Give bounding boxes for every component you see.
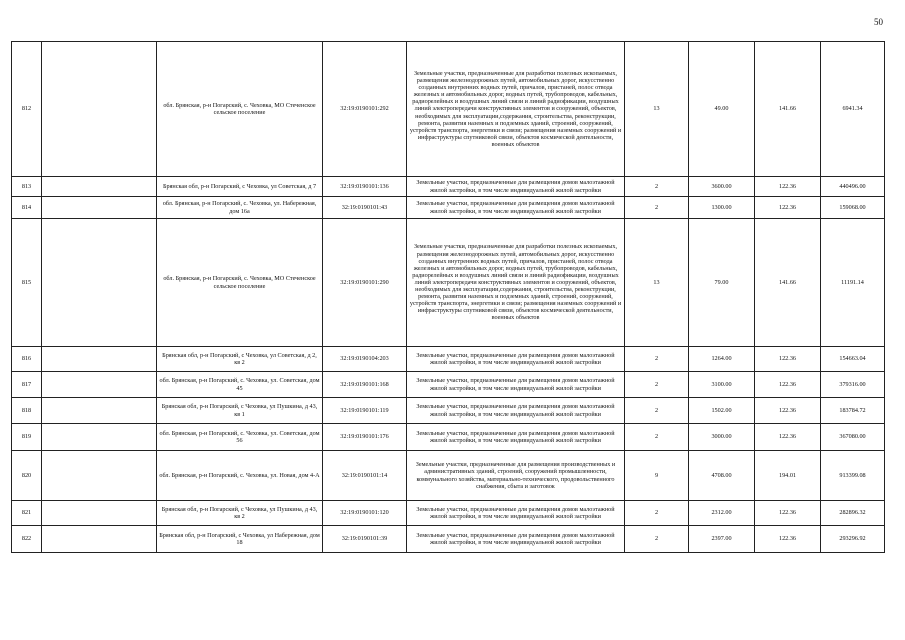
group-cell: 2 — [625, 526, 689, 553]
address-cell: обл. Брянская, р-н Погарский, с. Чеховка, ул. Советская, дом 56 — [157, 424, 323, 451]
purpose-cell: Земельные участки, предназначенные для размещения домов малоэтажной жилой застройки, в том числе индивидуальной жилой застройки — [407, 372, 625, 398]
area-cell: 1300.00 — [689, 197, 755, 219]
cadastral-value-cell: 154663.04 — [821, 347, 885, 372]
cadastral-number-cell: 32:19:0190101:120 — [323, 501, 407, 526]
purpose-cell: Земельные участки, предназначенные для разработки полезных ископаемых, размещения железнодорожных путей, автомобильных дорог, искусственно созданных внутренних водных путей, причалов, пристаней, полос отвода железных и автомобильных дорог, водных путей, трубопроводов, кабельных, радиорелейных и воздушных линий связи и линий радиофикации, воздушных линий электропередачи конструктивных элементов и сооружений, объектов, необходимых для эксплуатации,содержания, строительства, реконструкции, ремонта, развития наземных и подземных зданий, строений, сооружений, устройств транспорта, энергетики и связи; размещения наземных сооружений и инфраструктуры спутниковой связи, объектов космической деятельности, военных объектов — [407, 219, 625, 347]
row-number-cell: 814 — [12, 197, 42, 219]
cadastral-value-cell: 440496.00 — [821, 177, 885, 197]
cadastral-value-cell: 159068.00 — [821, 197, 885, 219]
purpose-cell: Земельные участки, предназначенные для размещения домов малоэтажной жилой застройки, в том числе индивидуальной жилой застройки — [407, 526, 625, 553]
group-cell: 2 — [625, 197, 689, 219]
group-cell: 13 — [625, 219, 689, 347]
purpose-cell: Земельные участки, предназначенные для размещения домов малоэтажной жилой застройки, в том числе индивидуальной жилой застройки — [407, 347, 625, 372]
row-number-cell: 821 — [12, 501, 42, 526]
address-cell: обл. Брянская, р-н Погарский, с. Чеховка, ул. Набережная, дом 16а — [157, 197, 323, 219]
rate-cell: 122.36 — [755, 398, 821, 424]
cadastral-value-cell: 6941.34 — [821, 42, 885, 177]
rate-cell: 122.36 — [755, 501, 821, 526]
table-row — [12, 501, 885, 526]
cadastral-value-cell: 913399.08 — [821, 451, 885, 501]
table-row — [12, 219, 885, 347]
area-cell: 49.00 — [689, 42, 755, 177]
cadastral-value-cell: 293296.92 — [821, 526, 885, 553]
cadastral-number-cell: 32:19:0190101:39 — [323, 526, 407, 553]
cadastral-number-cell: 32:19:0190101:176 — [323, 424, 407, 451]
purpose-cell: Земельные участки, предназначенные для размещения домов малоэтажной жилой застройки, в том числе индивидуальной жилой застройки — [407, 197, 625, 219]
cadastral-number-cell: 32:19:0190101:14 — [323, 451, 407, 501]
address-cell: обл. Брянская, р-н Погарский, с. Чеховка, МО Стеченское сельское поселение — [157, 219, 323, 347]
purpose-cell: Земельные участки, предназначенные для размещения домов малоэтажной жилой застройки, в том числе индивидуальной жилой застройки — [407, 398, 625, 424]
blank-cell — [42, 501, 157, 526]
cadastral-value-cell: 11191.14 — [821, 219, 885, 347]
rate-cell: 122.36 — [755, 347, 821, 372]
address-cell: обл. Брянская, р-н Погарский, с. Чеховка, ул. Новая, дом 4-А — [157, 451, 323, 501]
cadastral-number-cell: 32:19:0190101:168 — [323, 372, 407, 398]
cadastral-number-cell: 32:19:0190101:290 — [323, 219, 407, 347]
table-row — [12, 424, 885, 451]
area-cell: 3000.00 — [689, 424, 755, 451]
row-number-cell: 815 — [12, 219, 42, 347]
cadastral-number-cell: 32:19:0190101:292 — [323, 42, 407, 177]
cadastral-number-cell: 32:19:0190101:43 — [323, 197, 407, 219]
rate-cell: 141.66 — [755, 42, 821, 177]
group-cell: 9 — [625, 451, 689, 501]
blank-cell — [42, 42, 157, 177]
table-row — [12, 398, 885, 424]
area-cell: 79.00 — [689, 219, 755, 347]
cadastral-value-cell: 367080.00 — [821, 424, 885, 451]
address-cell: Брянская обл, р-н Погарский, с Чеховка, ул Пушкина, д 43, кв 2 — [157, 501, 323, 526]
row-number-cell: 819 — [12, 424, 42, 451]
area-cell: 4708.00 — [689, 451, 755, 501]
rate-cell: 141.66 — [755, 219, 821, 347]
cadastral-number-cell: 32:19:0190104:203 — [323, 347, 407, 372]
row-number-cell: 816 — [12, 347, 42, 372]
cadastral-number-cell: 32:19:0190101:136 — [323, 177, 407, 197]
row-number-cell: 818 — [12, 398, 42, 424]
rate-cell: 122.36 — [755, 424, 821, 451]
table-row — [12, 451, 885, 501]
cadastral-value-cell: 379316.00 — [821, 372, 885, 398]
cadastral-number-cell: 32:19:0190101:119 — [323, 398, 407, 424]
table-body — [12, 42, 885, 553]
blank-cell — [42, 451, 157, 501]
area-cell: 1502.00 — [689, 398, 755, 424]
purpose-cell: Земельные участки, предназначенные для размещения домов малоэтажной жилой застройки, в том числе индивидуальной жилой застройки — [407, 424, 625, 451]
area-cell: 3600.00 — [689, 177, 755, 197]
row-number-cell: 817 — [12, 372, 42, 398]
group-cell: 2 — [625, 501, 689, 526]
address-cell: обл. Брянская, р-н Погарский, с. Чеховка, МО Стеченское сельское поселение — [157, 42, 323, 177]
group-cell: 2 — [625, 424, 689, 451]
blank-cell — [42, 177, 157, 197]
group-cell: 2 — [625, 398, 689, 424]
row-number-cell: 820 — [12, 451, 42, 501]
table-row — [12, 372, 885, 398]
table-row — [12, 197, 885, 219]
land-plot-table — [11, 41, 885, 553]
cadastral-value-cell: 183784.72 — [821, 398, 885, 424]
address-cell: обл. Брянская, р-н Погарский, с. Чеховка, ул. Советская, дом 45 — [157, 372, 323, 398]
cadastral-value-cell: 282896.32 — [821, 501, 885, 526]
rate-cell: 122.36 — [755, 372, 821, 398]
address-cell: Брянская обл, р-н Погарский, с Чеховка, ул Советская, д 2, кв 2 — [157, 347, 323, 372]
area-cell: 3100.00 — [689, 372, 755, 398]
blank-cell — [42, 398, 157, 424]
area-cell: 2397.00 — [689, 526, 755, 553]
blank-cell — [42, 219, 157, 347]
blank-cell — [42, 347, 157, 372]
purpose-cell: Земельные участки, предназначенные для размещения производственных и административных зданий, строений, сооружений промышленности, коммунального хозяйства, материально-технического, продовольственного снабжения, сбыта и заготовок — [407, 451, 625, 501]
address-cell: Брянская обл, р-н Погарский, с Чеховка, ул Набережная, дом 18 — [157, 526, 323, 553]
group-cell: 13 — [625, 42, 689, 177]
purpose-cell: Земельные участки, предназначенные для размещения домов малоэтажной жилой застройки, в том числе индивидуальной жилой застройки — [407, 501, 625, 526]
blank-cell — [42, 526, 157, 553]
purpose-cell: Земельные участки, предназначенные для разработки полезных ископаемых, размещения железнодорожных путей, автомобильных дорог, искусственно созданных внутренних водных путей, причалов, пристаней, полос отвода железных и автомобильных дорог, водных путей, трубопроводов, кабельных, радиорелейных и воздушных линий связи и линий радиофикации, воздушных линий электропередачи конструктивных элементов и сооружений, объектов, необходимых для эксплуатации,содержания, строительства, реконструкции, ремонта, развития наземных и подземных зданий, строений, сооружений, устройств транспорта, энергетики и связи; размещения наземных сооружений и инфраструктуры спутниковой связи, объектов космической деятельности, военных объектов — [407, 42, 625, 177]
group-cell: 2 — [625, 177, 689, 197]
rate-cell: 122.36 — [755, 526, 821, 553]
table-row — [12, 526, 885, 553]
address-cell: Брянская обл, р-н Погарский, с Чеховка, ул Советская, д 7 — [157, 177, 323, 197]
blank-cell — [42, 424, 157, 451]
row-number-cell: 812 — [12, 42, 42, 177]
blank-cell — [42, 372, 157, 398]
table-row — [12, 177, 885, 197]
purpose-cell: Земельные участки, предназначенные для размещения домов малоэтажной жилой застройки, в том числе индивидуальной жилой застройки — [407, 177, 625, 197]
row-number-cell: 813 — [12, 177, 42, 197]
area-cell: 1264.00 — [689, 347, 755, 372]
group-cell: 2 — [625, 372, 689, 398]
rate-cell: 122.36 — [755, 197, 821, 219]
table-row — [12, 42, 885, 177]
group-cell: 2 — [625, 347, 689, 372]
rate-cell: 122.36 — [755, 177, 821, 197]
page-number: 50 — [874, 17, 883, 27]
table-row — [12, 347, 885, 372]
address-cell: Брянская обл, р-н Погарский, с Чеховка, ул Пушкина, д 43, кв 1 — [157, 398, 323, 424]
rate-cell: 194.01 — [755, 451, 821, 501]
blank-cell — [42, 197, 157, 219]
row-number-cell: 822 — [12, 526, 42, 553]
area-cell: 2312.00 — [689, 501, 755, 526]
